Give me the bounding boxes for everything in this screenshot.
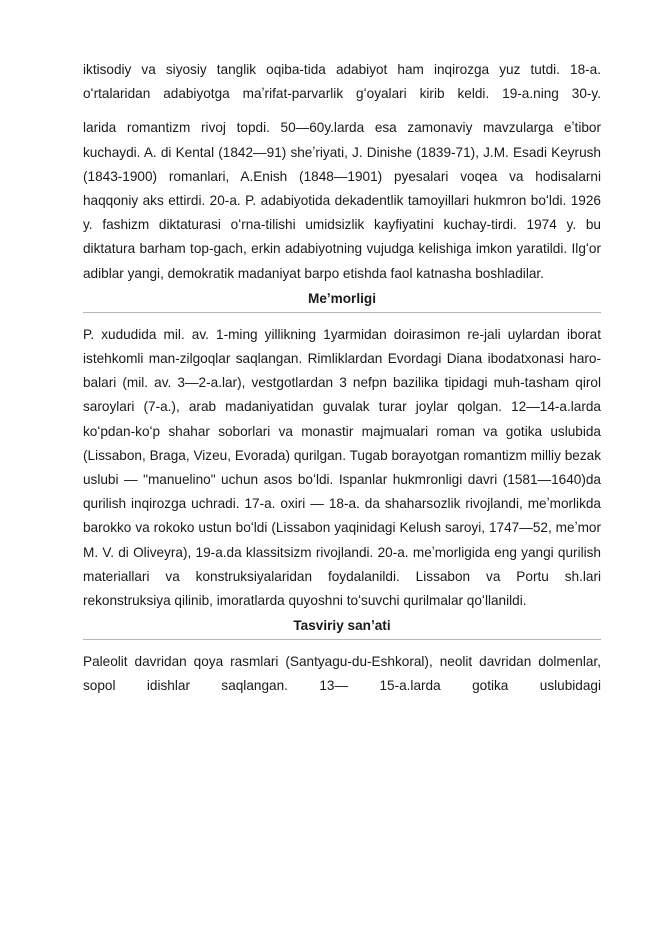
paragraph-romanticism: larida romantizm rivoj topdi. 50—60y.larda esa zamonaviy mavzularga eʼtibor kuchaydi. A. di Kental (1842—91) sheʼriyati, J. Dinishe (1839-71), J.M. Esadi Keyrush (1843-1900) romanlari, A.Enish (1848—1901) pyesalari voqea va hodisalarni haqqoniy aks ettirdi. 20-a. P. adabiyotida dekadentlik tamoyillari hukmron boʻldi. 1926 y. fashizm diktaturasi oʻrna-tilishi umidsizlik kayfiyatini kuchay-tirdi. 1974 y. bu diktatura barham top-gach, erkin adabiyotning vujudga kelishiga imkon yaratildi. Ilgʻor adiblar yangi, demokratik madaniyat barpo etishda faol katnasha boshladilar. (83, 120, 601, 281)
paragraph-intro: iktisodiy va siyosiy tanglik oqiba-tida adabiyot ham inqirozga yuz tutdi. 18-a. oʻrtalaridan adabiyotga maʼrifat-parvarlik gʻoyalari kirib keldi. 19-a.ning 30-y. (83, 62, 601, 102)
section-divider (83, 639, 601, 640)
section-divider (83, 312, 601, 313)
paragraph-architecture: P. xududida mil. av. 1-ming yillikning 1yarmidan doirasimon re-jali uylardan iborat istehkomli man-zilgoqlar saqlangan. Rimliklardan Evordagi Diana ibodatxonasi haro-balari (mil. av. 3—2-a.lar), vestgotlardan 3 nefpn bazilika tipidagi muh-tasham qirol saroylari (7-a.), arab madaniyatidan guvalak turar joylar qolgan. 12—14-a.larda koʻpdan-koʻp shahar soborlari va monastir majmualari roman va gotika uslubida (Lissabon, Braga, Vizeu, Evorada) qurilgan. Tugab borayotgan romantizm milliy bezak uslubi — "manuelino" uchun asos boʻldi. Ispanlar hukmronligi davri (1581—1640)da qurilish inqirozga uchradi. 17-a. oxiri — 18-a. da shaharsozlik rivojlandi, meʼmorlikda barokko va rokoko ustun boʻldi (Lissabon yaqinidagi Kelush saroyi, 1747—52, meʼmor M. V. di Oliveyra), 19-a.da klassitsizm rivojlandi. 20-a. meʼmorligida eng yangi qurilish materiallari va konstruksiyalaridan foydalanildi. Lissabon va Portu sh.lari rekonstruksiya qilinib, imoratlarda quyoshni toʻsuvchi qurilmalar qoʻllanildi. (83, 326, 601, 609)
section-heading-architecture: Meʼmorligi (308, 290, 376, 306)
paragraph-fine-arts: Paleolit davridan qoya rasmlari (Santyagu-du-Eshkoral), neolit davridan dolmenlar, sopol idishlar saqlangan. 13— 15-a.larda gotika uslubidagi (83, 654, 601, 694)
section-heading-fine-arts: Tasviriy sanʼati (293, 618, 391, 634)
